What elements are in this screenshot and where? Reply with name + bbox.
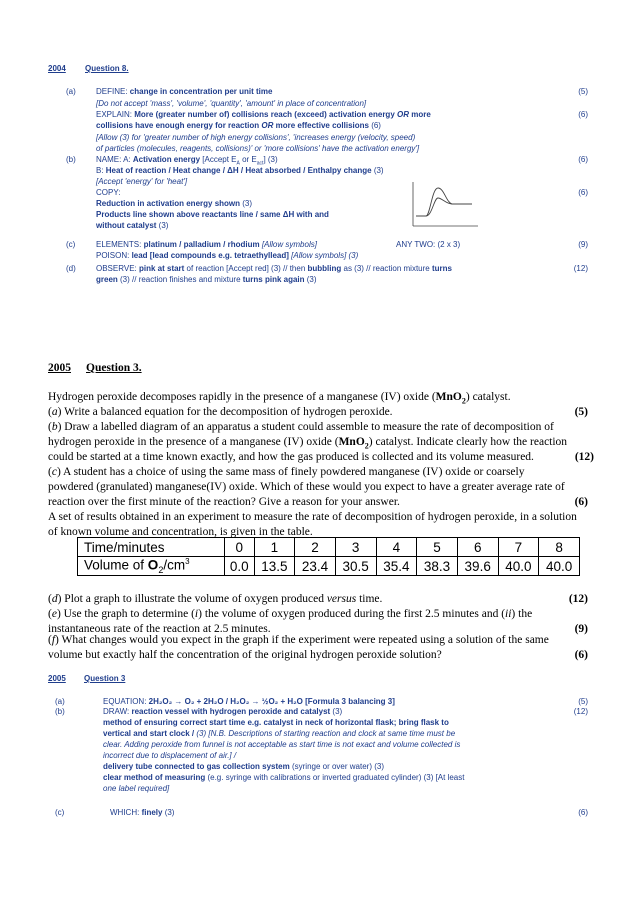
part-b-line2: hydrogen peroxide in the presence of a manganese (IV) oxide (MnO$_2$) catalyst. Indicate clearly how the reaction <box>48 436 568 451</box>
table-row <box>78 538 580 557</box>
ms-line: method of ensuring correct start time e.g. catalyst in neck of horizontal flask; bring flask to <box>103 718 449 727</box>
uncatalysed-curve <box>416 188 472 216</box>
table-cell-time: 7 <box>498 538 539 557</box>
part-b-line3: could be started at a time known exactly, and how the gas produced is collected and its volume measured. <box>48 451 534 463</box>
ms-line: without catalyst (3) <box>96 221 169 230</box>
mark: (6) <box>574 496 588 508</box>
mark: (5) <box>578 87 588 96</box>
ms-line: green (3) // reaction finishes and mixture turns pink again (3) <box>96 275 317 284</box>
part-c-line2: powdered (granulated) manganese(IV) oxide. Which of these would you expect to have a greater average rate of <box>48 481 565 493</box>
ms-line: WHICH: finely (3) <box>110 808 175 817</box>
mark: (6) <box>578 110 588 119</box>
mark: (12) <box>573 707 588 716</box>
ms-line: delivery tube connected to gas collection system (syringe or over water) (3) <box>103 762 384 771</box>
mark: (9) <box>574 623 588 635</box>
row-header-volume: Volume of $O_2/cm^3$ <box>78 557 225 576</box>
table-cell-volume: 38.3 <box>417 557 458 576</box>
table-cell-time: 0 <box>225 538 255 557</box>
ms-line: B: Heat of reaction / Heat change / ΔH / Heat absorbed / Enthalpy change (3) <box>96 166 384 175</box>
table-row <box>78 557 580 576</box>
intro: Hydrogen peroxide decomposes rapidly in the presence of a manganese (IV) oxide (MnO$_2$) catalyst. <box>48 391 511 406</box>
ms-line: collisions have enough energy for reaction OR more effective collisions (6) <box>96 121 381 130</box>
table-cell-volume: 40.0 <box>539 557 580 576</box>
heading-2005-question: Question 3. <box>86 362 142 374</box>
table-cell-volume: 40.0 <box>498 557 539 576</box>
mark: (12) <box>573 264 588 273</box>
mark: (5) <box>578 697 588 706</box>
part-d: (d) Plot a graph to illustrate the volume of oxygen produced versus time. <box>48 593 383 605</box>
part-e: (e) Use the graph to determine (i) the volume of oxygen produced during the first 2.5 minutes and (ii) the <box>48 608 533 620</box>
ms-line: EQUATION: 2H₂O₂ → O₂ + 2H₂O / H₂O₂ → ½O₂ + H₂O [Formula 3 balancing 3] <box>103 697 395 706</box>
table-cell-volume: 23.4 <box>295 557 336 576</box>
part-b: (b) Draw a labelled diagram of an apparatus a student could assemble to measure the rate of decomposition of <box>48 421 554 433</box>
mark: (5) <box>574 406 588 418</box>
ms-line: OBSERVE: pink at start of reaction [Accept red] (3) // then bubbling as (3) // reaction mixture turns <box>96 264 452 273</box>
table-cell-volume: 0.0 <box>225 557 255 576</box>
part-f-line2: volume but exactly half the concentration of the original hydrogen peroxide solution? <box>48 649 442 661</box>
heading-ms-2005-question: Question 3 <box>84 674 126 683</box>
mark: (6) <box>578 808 588 817</box>
table-cell-volume: 39.6 <box>457 557 498 576</box>
ms-line: Reduction in activation energy shown (3) <box>96 199 253 208</box>
table-cell-volume: 35.4 <box>376 557 417 576</box>
table-cell-time: 6 <box>457 538 498 557</box>
ms-line: one label required] <box>103 784 170 793</box>
heading-2005-year: 2005 <box>48 362 71 374</box>
mark: (6) <box>574 649 588 661</box>
part-label: (b) <box>55 707 65 716</box>
ms-line: vertical and start clock / (3) [N.B. Descriptions of starting reaction and clock at same time must be <box>103 729 456 738</box>
part-label: (a) <box>66 87 76 96</box>
results-table <box>77 537 580 576</box>
ms-line: incorrect due to displacement of air.] / <box>103 751 237 760</box>
mark: (6) <box>578 188 588 197</box>
ms-line: [Do not accept 'mass', 'volume', 'quantity', 'amount' in place of concentration] <box>96 99 367 108</box>
ms-line: NAME: A: Activation energy [Accept $E_A$ or $E_{act}$] (3) <box>96 155 278 167</box>
part-label: (b) <box>66 155 76 164</box>
table-cell-time: 3 <box>335 538 376 557</box>
ms-line: of particles (molecules, reagents, collisions)' or 'more collisions' have the activation energy'] <box>96 144 420 153</box>
part-label: (d) <box>66 264 76 273</box>
mark: (6) <box>578 155 588 164</box>
any-two: ANY TWO: (2 x 3) <box>396 240 461 249</box>
ms-line: clear. Adding peroxide from funnel is not acceptable as start time is not exact and volume collected is <box>103 740 461 749</box>
ms-line: DEFINE: change in concentration per unit time <box>96 87 273 96</box>
ms-line: POISON: lead [lead compounds e.g. tetraethyllead] [Allow symbols] (3) <box>96 251 359 260</box>
part-label: (c) <box>66 240 76 249</box>
mark: (12) <box>568 593 588 605</box>
part-e-line2: instantaneous rate of the reaction at 2.5 minutes. <box>48 623 271 635</box>
table-cell-time: 2 <box>295 538 336 557</box>
results-intro-line2: of known volume and concentration, is given in the table. <box>48 526 313 538</box>
table-cell-time: 1 <box>254 538 295 557</box>
heading-2004-question: Question 8. <box>85 64 129 73</box>
part-a: (a) Write a balanced equation for the decomposition of hydrogen peroxide. <box>48 406 393 418</box>
part-label: (c) <box>55 808 65 817</box>
results-intro: A set of results obtained in an experiment to measure the rate of decomposition of hydrogen peroxide, in a solution <box>48 511 577 523</box>
table-cell-time: 4 <box>376 538 417 557</box>
ms-line: DRAW: reaction vessel with hydrogen peroxide and catalyst (3) <box>103 707 343 716</box>
table-cell-time: 5 <box>417 538 458 557</box>
ms-line: COPY: <box>96 188 121 197</box>
part-label: (a) <box>55 697 65 706</box>
part-c: (c) A student has a choice of using the same mass of finely powdered manganese (IV) oxide or coarsely <box>48 466 525 478</box>
table-cell-time: 8 <box>539 538 580 557</box>
table-cell-volume: 30.5 <box>335 557 376 576</box>
ms-line: clear method of measuring (e.g. syringe with calibrations or inverted graduated cylinder) (3) [At least <box>103 773 465 782</box>
ms-line: Products line shown above reactants line / same ΔH with and <box>96 210 329 219</box>
ms-line: [Allow (3) for 'greater number of high energy collisions', 'increases energy (velocity, speed) <box>96 133 416 142</box>
ms-line: [Accept 'energy' for 'heat'] <box>96 177 188 186</box>
ms-line: EXPLAIN: More (greater number of) collisions reach (exceed) activation energy OR more <box>96 110 431 119</box>
row-header-time: Time/minutes <box>78 538 225 557</box>
mark: (9) <box>578 240 588 249</box>
table-cell-volume: 13.5 <box>254 557 295 576</box>
part-f: (f) What changes would you expect in the graph if the experiment were repeated using a solution of the same <box>48 634 549 646</box>
heading-2004-year: 2004 <box>48 64 66 73</box>
energy-profile-diagram <box>410 180 480 228</box>
heading-ms-2005-year: 2005 <box>48 674 66 683</box>
ms-line: ELEMENTS: platinum / palladium / rhodium [Allow symbols] <box>96 240 317 249</box>
mark: (12) <box>574 451 594 463</box>
part-c-line3: reaction over the first minute of the reaction? Give a reason for your answer. <box>48 496 400 508</box>
